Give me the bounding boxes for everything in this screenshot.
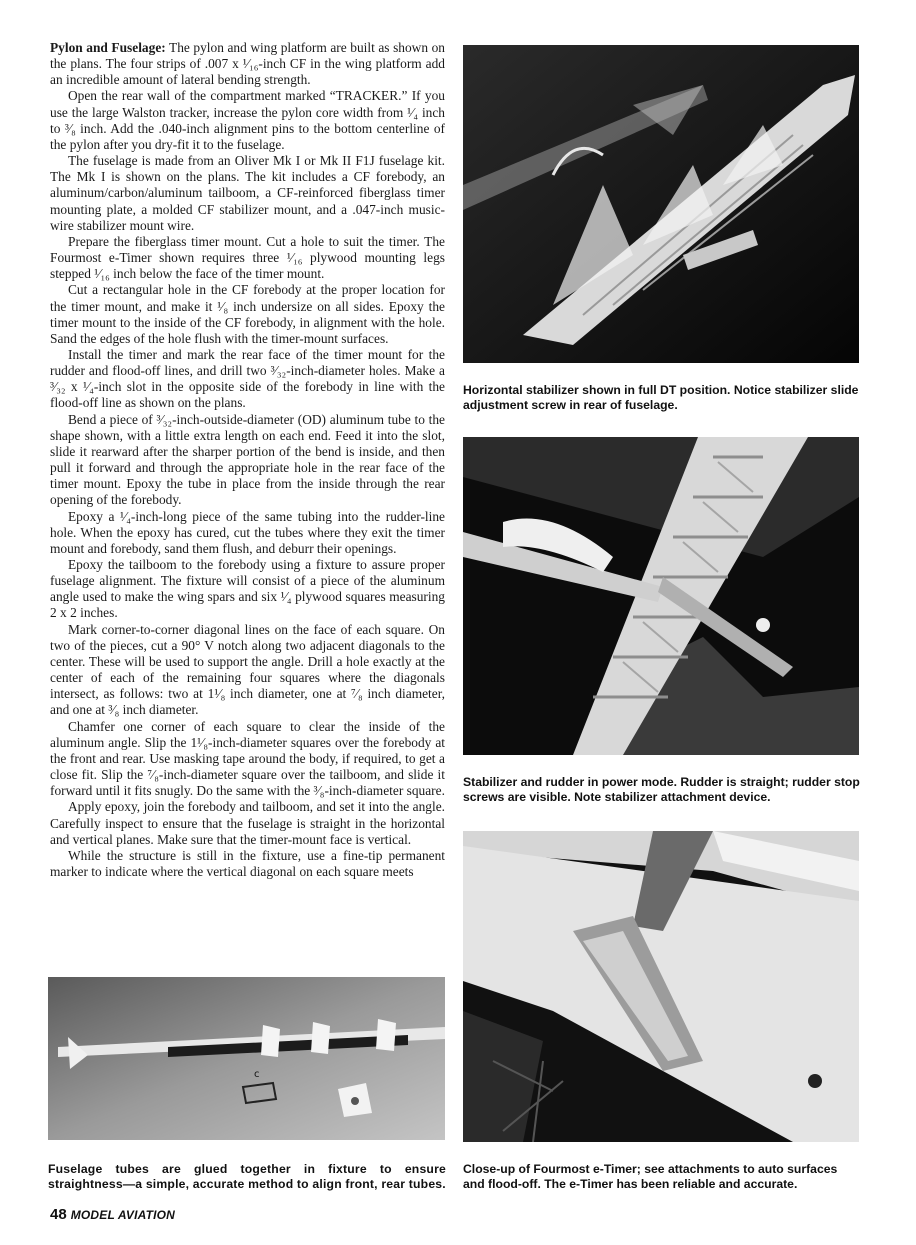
page-footer: [50, 1206, 175, 1224]
caption-etimer: Close-up of Fourmost e-Timer; see attachments to auto surfaces and flood-off. The e-Timer has been reliable and accurate.: [463, 1162, 838, 1191]
stabilizer-power-image: [463, 437, 859, 755]
article-paragraph: Mark corner-to-corner diagonal lines on the face of each square. On two of the pieces, cut a 90° V notch along two adjacent diagonals to the center. These will be used to support the angle. Drill a hole exactly at the center of each of the remaining four squares where the diagonals intersect, as follows: two at 1¹⁄₈ inch diameter, one at ⁷⁄₈ inch diameter, and one at ³⁄₈ inch diameter.: [50, 621, 445, 718]
fuselage-fixture-image: [48, 977, 445, 1140]
article-paragraph: While the structure is still in the fixture, use a fine-tip permanent marker to indicate where the vertical diagonal on each square meets: [50, 847, 445, 879]
page-number: 48: [50, 1206, 67, 1223]
article-body: [50, 40, 445, 880]
article-paragraph: Cut a rectangular hole in the CF forebody at the proper location for the timer mount, and make it ¹⁄₈ inch undersize on all sides. Epoxy the timer mount to the inside of the CF forebody, in alignment with the hole. Sand the edges of the hole flush with the timer-mount surfaces.: [50, 282, 445, 346]
stabilizer-dt-image: [463, 45, 859, 363]
photo-fuselage-fixture: [48, 977, 445, 1140]
section-heading: Pylon and Fuselage:: [50, 40, 166, 55]
article-paragraph: Prepare the fiberglass timer mount. Cut a hole to suit the timer. The Fourmost e-Timer shown requires three ¹⁄₁₆ plywood mounting legs stepped ¹⁄₁₆ inch below the face of the timer mount.: [50, 233, 445, 282]
article-paragraph: Open the rear wall of the compartment marked “TRACKER.” If you use the large Walston tracker, increase the pylon core width from ¹⁄₄ inch to ³⁄₈ inch. Add the .040-inch alignment pins to the bottom centerline of the pylon after you dry-fit it to the fuselage.: [50, 88, 445, 152]
article-paragraph-1: Pylon and Fuselage: The pylon and wing platform are built as shown on the plans. The four strips of .007 x ¹⁄₁₆-inch CF in the wing platform add an incredible amount of lateral bending strength.: [50, 40, 445, 88]
magazine-name: MODEL AVIATION: [70, 1208, 176, 1222]
photo-stabilizer-dt: [463, 45, 859, 363]
article-paragraph: The fuselage is made from an Oliver Mk I or Mk II F1J fuselage kit. The Mk I is shown on the plans. The kit includes a CF forebody, an aluminum/carbon/aluminum tailboom, a CF-reinforced fiberglass timer mounting plate, a molded CF stabilizer mount, and a .047-inch music-wire stabilizer mount wire.: [50, 153, 445, 233]
caption-fuselage-fixture: Fuselage tubes are glued together in fixture to ensure straightness—a simple, accurate method to align front, rear tubes.: [48, 1162, 446, 1191]
photo-stabilizer-power: [463, 437, 859, 755]
article-paragraph: Bend a piece of ³⁄₃₂-inch-outside-diameter (OD) aluminum tube to the shape shown, with a little extra length on each end. Feed it into the slot, slide it rearward after the sharper portion of the bend is inside, and then pull it forward and through the appropriate hole in the rear face of the timer mount. Epoxy the tube in place from the inside through the rear opening of the forebody.: [50, 411, 445, 508]
article-paragraph: Install the timer and mark the rear face of the timer mount for the rudder and flood-off lines, and drill two ³⁄₃₂-inch-diameter holes. Make a ³⁄₃₂ x ¹⁄₄-inch slot in the opposite side of the forebody in line with the flood-off line as shown on the plans.: [50, 346, 445, 411]
article-paragraph: Apply epoxy, join the forebody and tailboom, and set it into the angle. Carefully inspect to ensure that the fuselage is straight in the horizontal and vertical planes. Make sure that the timer-mount face is vertical.: [50, 799, 445, 847]
article-paragraph: Epoxy a ¹⁄₄-inch-long piece of the same tubing into the rudder-line hole. When the epoxy has cured, cut the tubes where they exit the timer mount and forebody, sand them flush, and deburr their openings.: [50, 508, 445, 556]
photo-etimer: [463, 831, 859, 1142]
caption-stabilizer-power: Stabilizer and rudder in power mode. Rudder is straight; rudder stop screws are visible. Note stabilizer attachment device.: [463, 775, 860, 804]
svg-text:c: c: [254, 1069, 260, 1080]
article-paragraph: Chamfer one corner of each square to clear the inside of the aluminum angle. Slip the 1¹⁄₈-inch-diameter squares over the forebody at the front and rear. Use masking tape around the body, if required, to get a close fit. Slip the ⁷⁄₈-inch-diameter square over the tailboom, and slide it forward until it fits snugly. Do the same with the ³⁄₈-inch-diameter square.: [50, 718, 445, 799]
article-paragraph: Epoxy the tailboom to the forebody using a fixture to assure proper fuselage alignment. The fixture will consist of a piece of the aluminum angle used to make the wing spars and six ¹⁄₄ plywood squares measuring 2 x 2 inches.: [50, 557, 445, 621]
caption-stabilizer-dt: Horizontal stabilizer shown in full DT position. Notice stabilizer slide adjustment screw in rear of fuselage.: [463, 383, 859, 412]
etimer-image: [463, 831, 859, 1142]
